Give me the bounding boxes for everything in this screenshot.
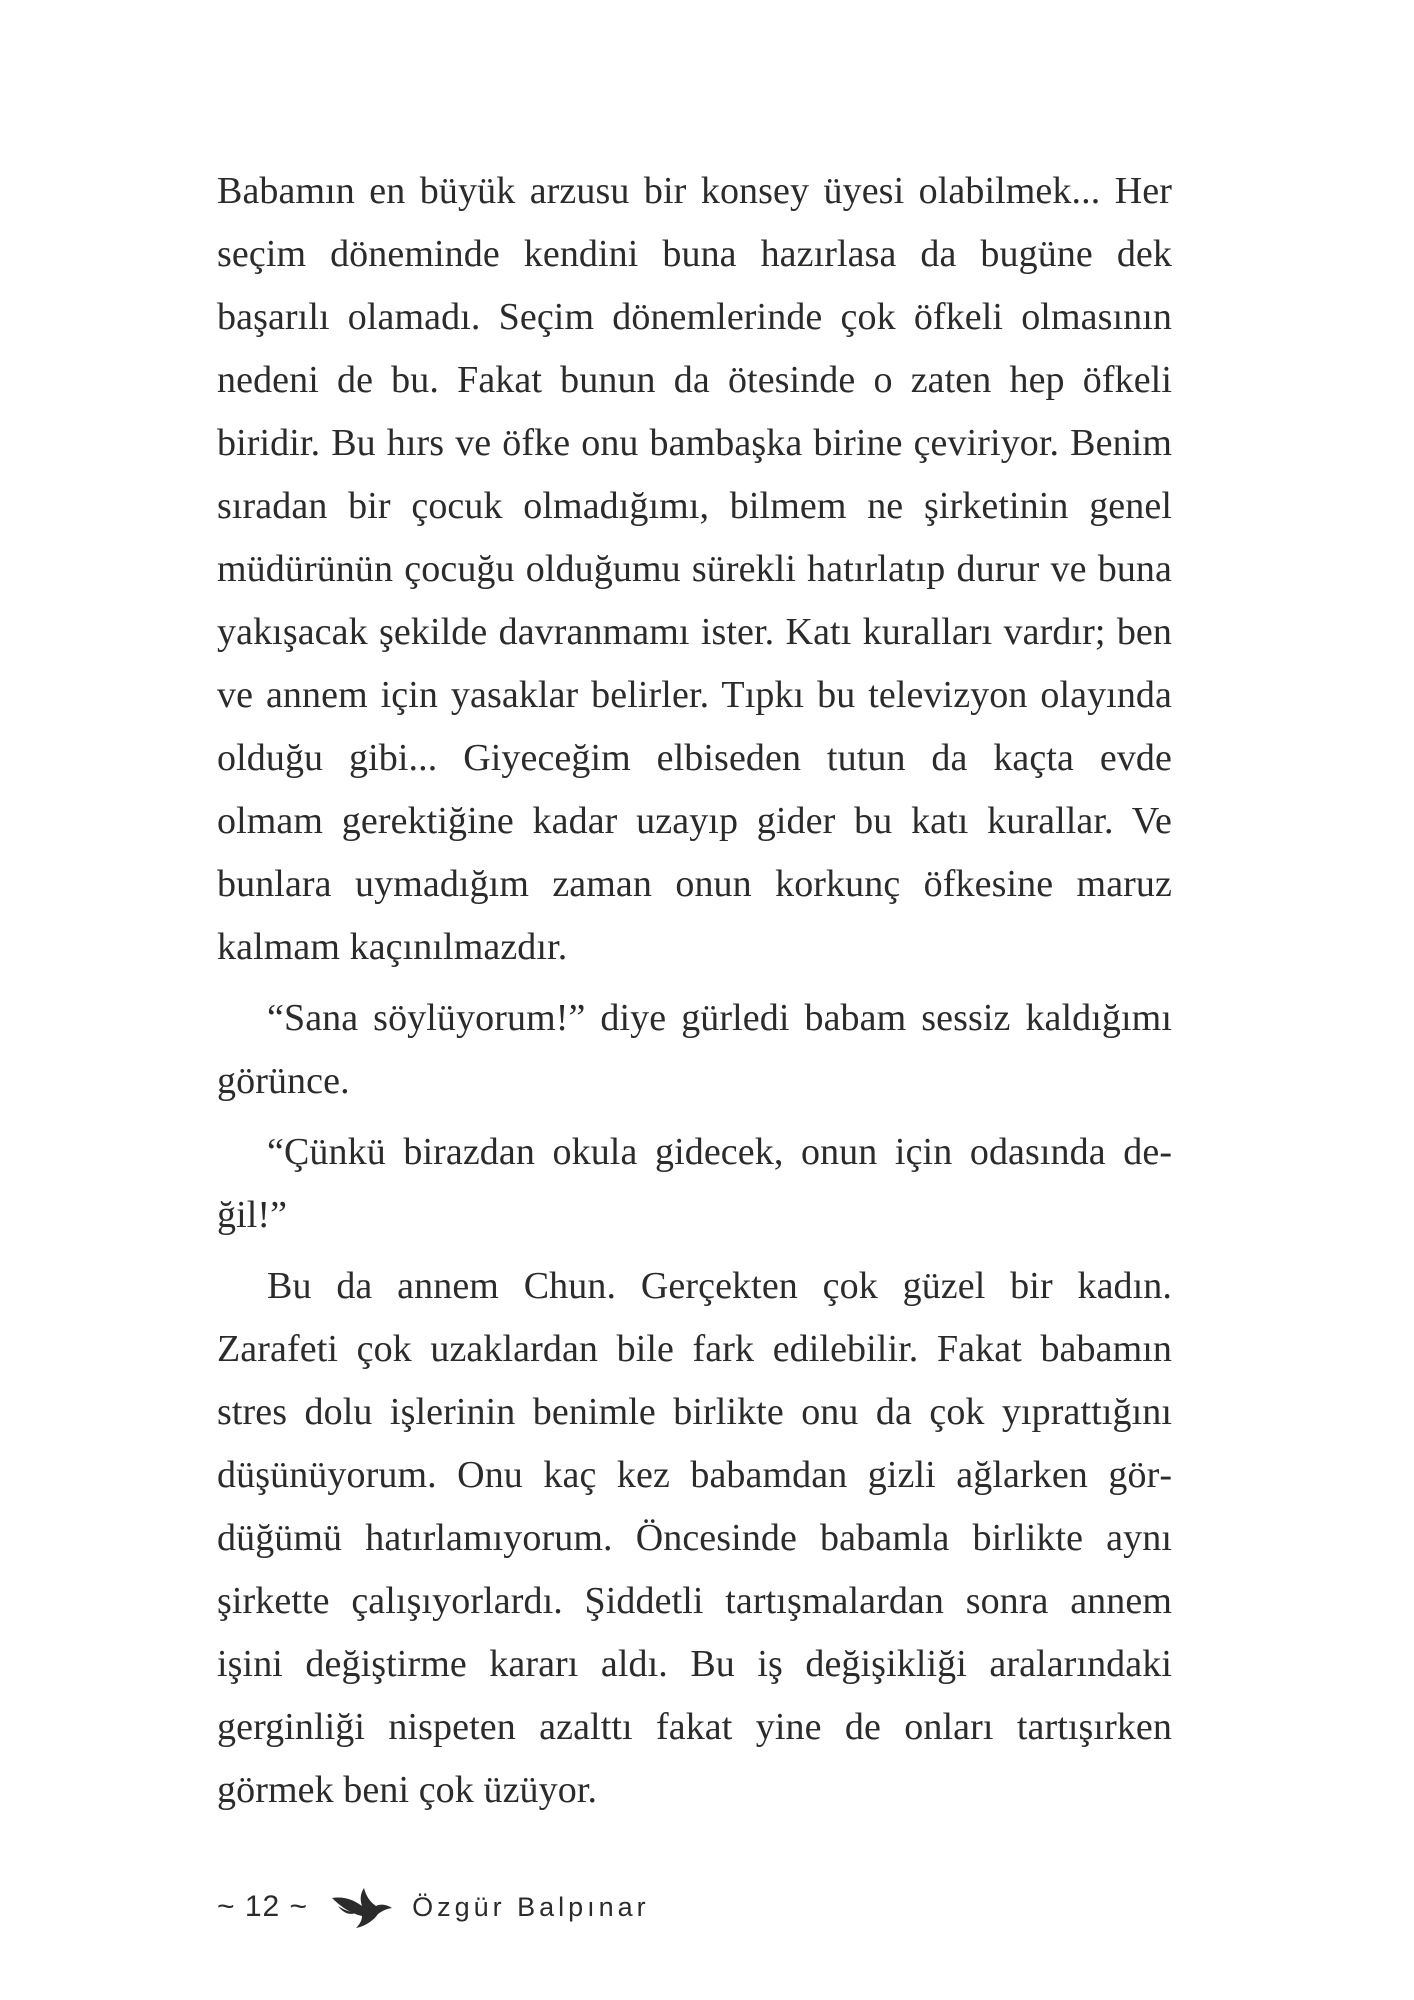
- page-footer: [217, 1882, 650, 1932]
- paragraph-father-ambition: Babamın en büyük arzusu bir konsey üyesi olabilmek... Her seçim döneminde kendini buna hazırlasa da bugüne dek başarılı olamadı. Seçim dönemlerinde çok öfkeli olmasının nedeni de bu. Fakat bunun da ötesinde o zaten hep öfkeli biridir. Bu hırs ve öfke onu bambaşka birine çeviriyor. Benim sıradan bir çocuk olmadığımı, bilmem ne şirketinin genel müdürünün çocuğu olduğumu sürekli hatırlatıp durur ve buna yakışacak şekilde davranmamı ister. Katı kuralları vardır; ben ve annem için yasaklar belirler. Tıpkı bu televizyon olayında olduğu gibi... Giyeceğim elbiseden tutun da kaçta evde olmam gerektiğine kadar uzayıp gider bu katı kurallar. Ve bunlara uymadığım zaman onun korkunç öfkesine maruz kalmam kaçınılmazdır.: [217, 170, 1172, 968]
- paragraph-mother-chun: Bu da annem Chun. Gerçekten çok güzel bir kadın. Zarafeti çok uzaklardan bile fark edilebilir. Fakat babamın stres dolu işlerinin benimle birlikte onu da çok yıprattığını düşünüyorum. Onu kaç kez babamdan gizli ağlarken gördüğümü hatırlamıyorum. Öncesinde babamla birlikte aynı şirkette çalışıyorlardı. Şiddetli tartışmalardan sonra annem işini değiştirme kararı aldı. Bu iş değişikliği aralarındaki gerginliği nispeten azalttı fakat yine de onları tartışırken görmek beni çok üzüyor.: [217, 1265, 1172, 1811]
- swallow-bird-icon: [330, 1884, 394, 1930]
- paragraph-mother-reply: “Çünkü birazdan okula gidecek, onun için odasında değil!”: [217, 1131, 1172, 1236]
- page-number: ~ 12 ~: [217, 1890, 309, 1923]
- body-text: [217, 160, 1172, 1830]
- paragraph-father-shout: “Sana söylüyorum!” diye gürledi babam sessiz kaldığımı görünce.: [217, 997, 1172, 1102]
- author-name: Özgür Balpınar: [412, 1891, 650, 1922]
